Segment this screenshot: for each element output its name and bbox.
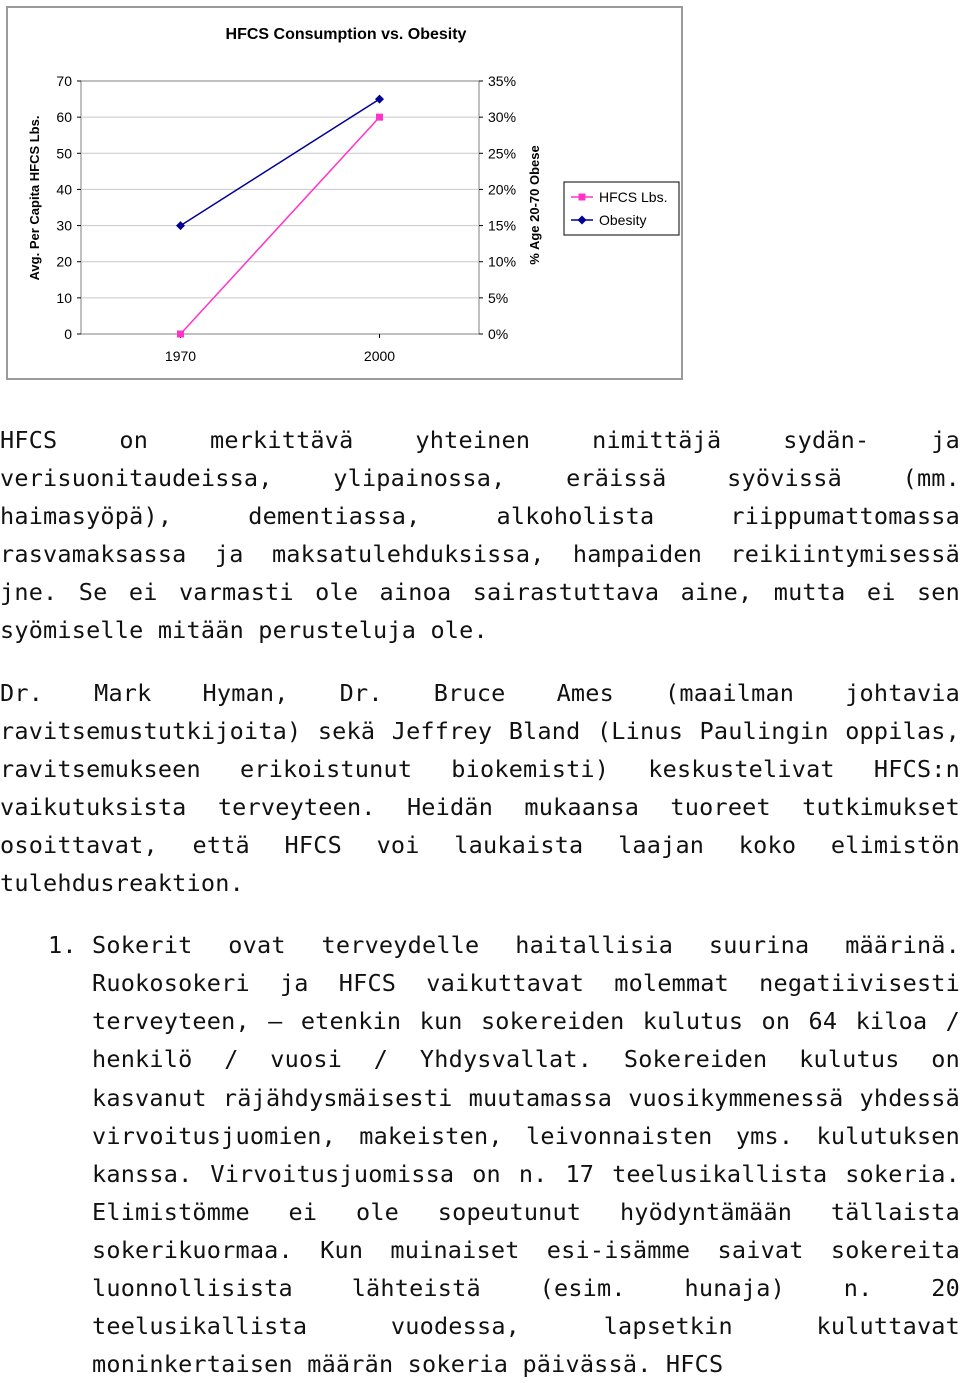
list-item [48, 926, 960, 1383]
y-left-tick-label: 50 [56, 145, 72, 162]
chart-title: HFCS Consumption vs. Obesity [225, 26, 467, 43]
y-left-tick-label: 60 [56, 109, 72, 126]
y-right-tick-label: 0% [488, 326, 509, 342]
chart-panel [6, 6, 683, 380]
y-right-tick-label: 5% [488, 289, 509, 306]
hfcs-obesity-chart [8, 8, 681, 378]
data-point-hfcs [177, 331, 184, 338]
y-right-tick-label: 15% [488, 217, 517, 234]
y-left-tick-label: 40 [56, 181, 72, 198]
x-tick-label: 1970 [164, 348, 197, 364]
x-tick-label: 2000 [363, 348, 396, 364]
y-right-tick-label: 10% [488, 253, 517, 270]
y-axis-left-label: Avg. Per Capita HFCS Lbs. [27, 115, 42, 281]
article-text [0, 421, 960, 1383]
plot-area [81, 81, 479, 334]
legend-label-hfcs: HFCS Lbs. [599, 189, 668, 205]
paragraph-intro: HFCS on merkittävä yhteinen nimittäjä sydän- ja verisuonitaudeissa, ylipainossa, eräissä syövissä (mm. haimasyöpä), dementiassa, alkoholista riippumattomassa rasvamaksassa ja maksatulehduksissa, hampaiden reikiintymisessä jne. Se ei varmasti ole ainoa sairastuttava aine, mutta ei sen syömiselle mitään perusteluja ole. [0, 426, 960, 645]
y-right-tick-label: 20% [488, 181, 517, 198]
y-axis-right-label: % Age 20-70 Obese [527, 145, 542, 265]
list-item-number: 1. [48, 931, 77, 960]
y-left-tick-label: 70 [56, 73, 72, 89]
y-left-tick-label: 0 [64, 326, 72, 342]
y-left-tick-label: 20 [56, 253, 72, 270]
list-item-text: Sokerit ovat terveydelle haitallisia suurina määrinä. Ruokosokeri ja HFCS vaikuttavat molemmat negatiivisesti terveyteen, – etenkin kun sokereiden kulutus on 64 kiloa / henkilö / vuosi / Yhdysvallat. Sokereiden kulutus on kasvanut räjähdysmäisesti muutamassa vuosikymmenessä yhdessä virvoitusjuomien, makeisten, leivonnaisten yms. kulutuksen kanssa. Virvoitusjuomissa on n. 17 teelusikallista sokeria. Elimistömme ei ole sopeutunut hyödyntämään tällaista sokerikuormaa. Kun muinaiset esi-isämme saivat sokereita luonnollisista lähteistä (esim. hunaja) n. 20 teelusikallista vuodessa, lapsetkin kuluttavat moninkertaisen määrän sokeria päivässä. HFCS [92, 931, 960, 1379]
legend-label-obesity: Obesity [599, 212, 647, 228]
legend-marker-hfcs [579, 194, 586, 201]
legend [564, 182, 679, 235]
numbered-list [0, 926, 960, 1383]
paragraph-experts: Dr. Mark Hyman, Dr. Bruce Ames (maailman johtavia ravitsemustutkijoita) sekä Jeffrey Bland (Linus Paulingin oppilas, ravitsemukseen erikoistunut biokemisti) keskustelivat HFCS:n vaikutuksista terveyteen. Heidän mukaansa tuoreet tutkimukset osoittavat, että HFCS voi laukaista laajan koko elimistön tulehdusreaktion. [0, 678, 960, 898]
y-right-tick-label: 30% [488, 109, 517, 126]
y-right-tick-label: 35% [488, 73, 517, 89]
y-left-tick-label: 10 [56, 289, 72, 306]
y-right-tick-label: 25% [488, 145, 517, 162]
y-left-tick-label: 30 [56, 217, 72, 234]
data-point-hfcs [376, 114, 383, 121]
